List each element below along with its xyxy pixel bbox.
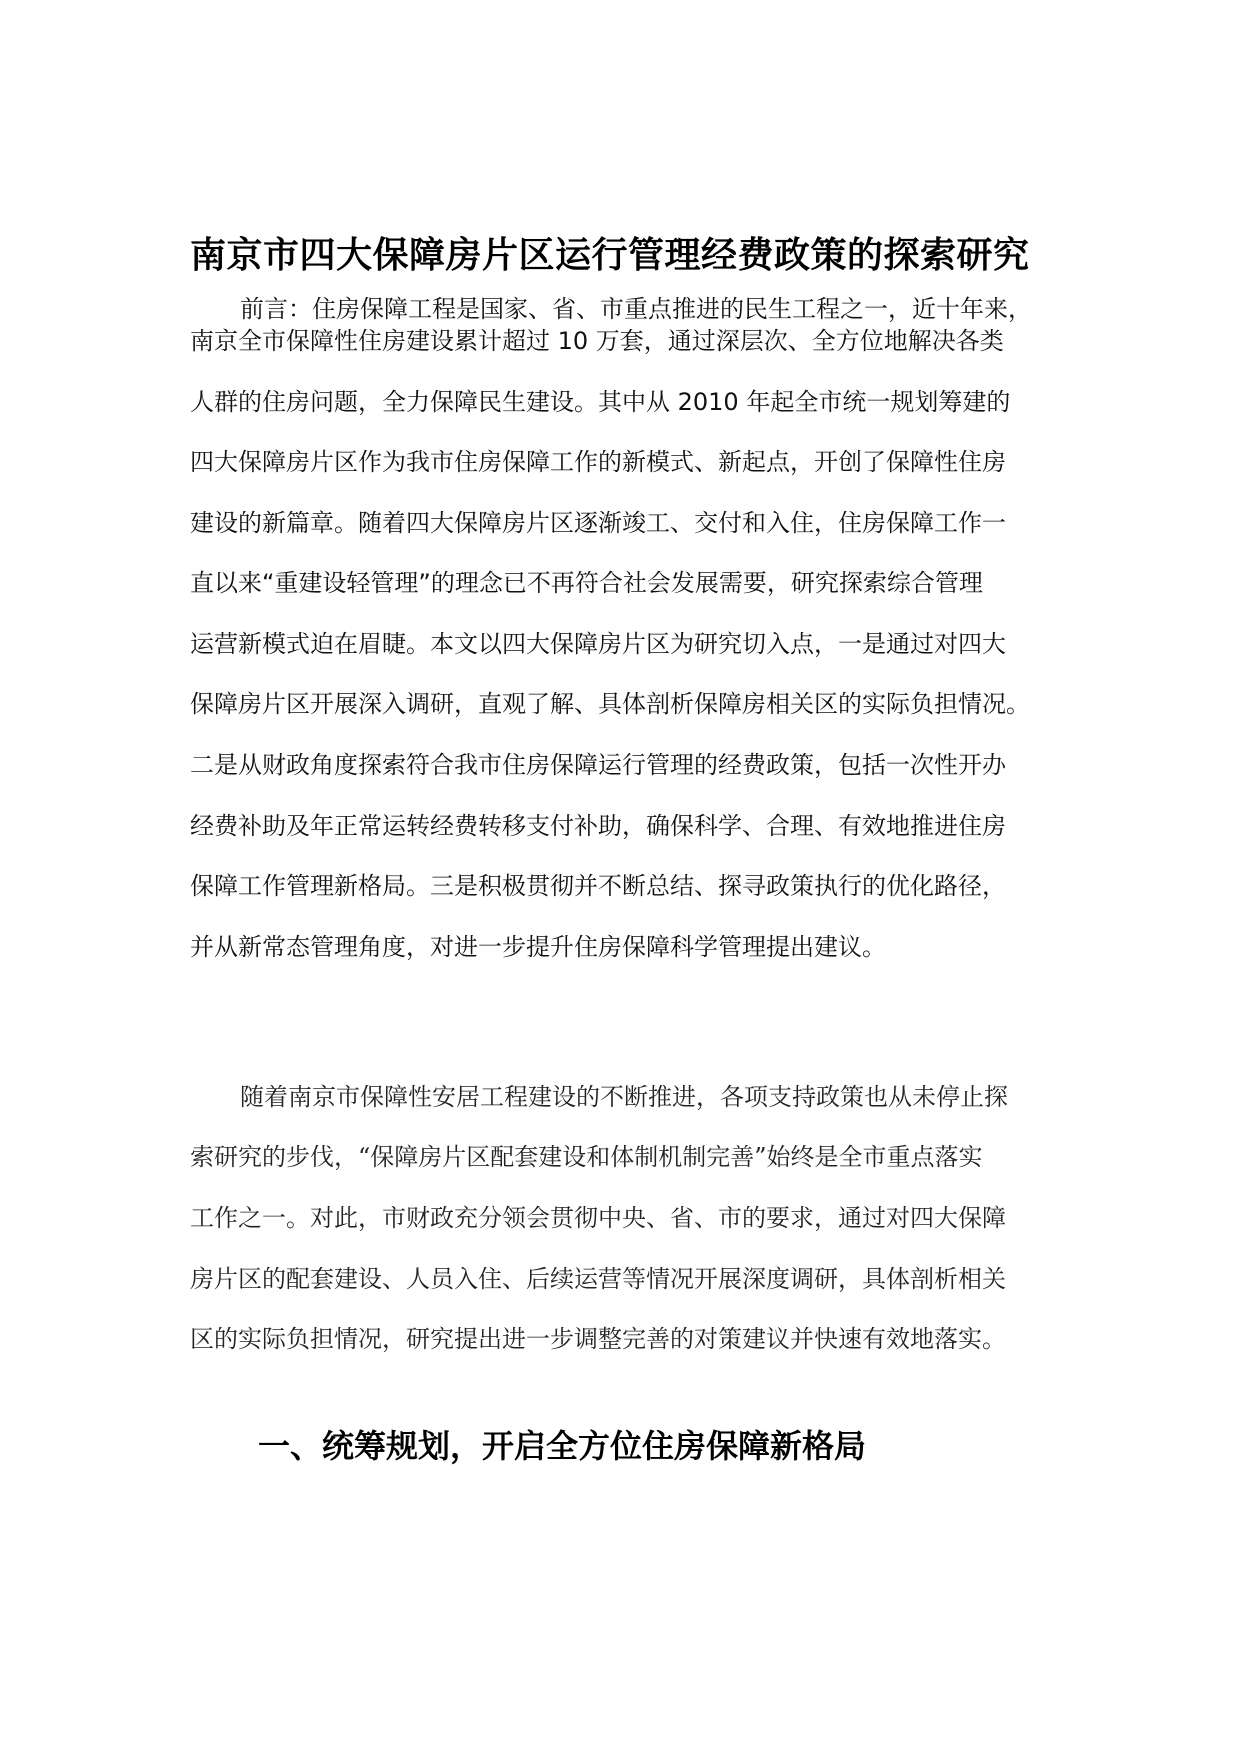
body-line: 房片区的配套建设、人员入住、后续运营等情况开展深度调研，具体剖析相关	[190, 1265, 1006, 1293]
preface-line: 保障工作管理新格局。三是积极贯彻并不断总结、探寻政策执行的优化路径，	[190, 872, 1006, 900]
preface-line: 运营新模式迫在眉睫。本文以四大保障房片区为研究切入点，一是通过对四大	[190, 630, 1006, 658]
document-title: 南京市四大保障房片区运行管理经费政策的探索研究	[190, 234, 1030, 276]
body-line: 区的实际负担情况，研究提出进一步调整完善的对策建议并快速有效地落实。	[190, 1325, 1006, 1353]
preface-line: 建设的新篇章。随着四大保障房片区逐渐竣工、交付和入住，住房保障工作一	[190, 509, 1006, 537]
preface-line: 南京全市保障性住房建设累计超过 10 万套，通过深层次、全方位地解决各类	[190, 327, 1004, 355]
body-line: 索研究的步伐，“保障房片区配套建设和体制机制完善”始终是全市重点落实	[190, 1143, 983, 1171]
preface-line: 前言：住房保障工程是国家、省、市重点推进的民生工程之一，近十年来，	[240, 295, 1032, 323]
preface-line: 人群的住房问题，全力保障民生建设。其中从 2010 年起全市统一规划筹建的	[190, 388, 1011, 416]
preface-line: 二是从财政角度探索符合我市住房保障运行管理的经费政策，包括一次性开办	[190, 751, 1006, 779]
preface-line: 四大保障房片区作为我市住房保障工作的新模式、新起点，开创了保障性住房	[190, 448, 1006, 476]
body-line: 随着南京市保障性安居工程建设的不断推进，各项支持政策也从未停止探	[240, 1083, 1008, 1111]
body-line: 工作之一。对此，市财政充分领会贯彻中央、省、市的要求，通过对四大保障	[190, 1204, 1006, 1232]
preface-line: 直以来“重建设轻管理”的理念已不再符合社会发展需要，研究探索综合管理	[190, 569, 983, 597]
preface-line: 经费补助及年正常运转经费转移支付补助，确保科学、合理、有效地推进住房	[190, 812, 1006, 840]
preface-line: 保障房片区开展深入调研，直观了解、具体剖析保障房相关区的实际负担情况。	[190, 690, 1030, 718]
preface-line: 并从新常态管理角度，对进一步提升住房保障科学管理提出建议。	[190, 933, 886, 961]
section-heading: 一、统筹规划，开启全方位住房保障新格局	[258, 1427, 867, 1465]
